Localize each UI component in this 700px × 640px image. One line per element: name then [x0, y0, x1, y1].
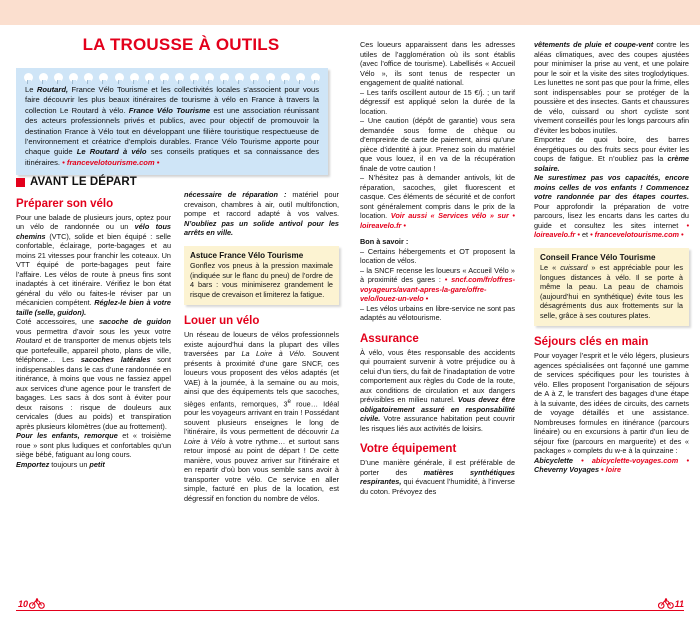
- text-run: sont indispensables dans le cas d’une randonnée en itinérance, à moins que vous ne fassiez appel aux services d’une agence pour le transfert de bagages. Les sacs à dos sont à éviter pour deux raisons : risque de douleurs aux cervicales (dues au poids) et transpiration après plusieurs kilomètres (due au frottement).: [16, 355, 171, 431]
- ring-icon: [54, 73, 63, 82]
- text-run: Votre assurance habitation peut couvrir les risques liés aux activités de loisirs.: [360, 414, 515, 433]
- folio-right: [658, 598, 684, 609]
- text-run: contre les aléas climatiques, avec des coupes ajustées pour minimiser la prise au vent, et une polaire pour le soir et la visite des sites troglodytiques. Les lunettes ne sont pas que pour la frime, elles sont indispensables pour se protéger de la poussière et des insectes. Gants et chaussures de vélo, cuissard ou short cycliste sont vivement conseillés pour les longs parcours afin d’éviter les bobos inutiles.: [534, 40, 689, 135]
- text-column-4: [534, 40, 689, 475]
- text-run: . Souvent présents à proximité d’une gare SNCF, ces loueurs vous proposent des vélos adaptés (et VAE) à la journée, à la semaine ou au mois, ainsi que des équipements tels que sacoches, sièges enfants, remorques, 3: [184, 349, 339, 408]
- intro-website-link[interactable]: • francevelotourisme.com •: [62, 157, 160, 167]
- tip-box-title: Astuce France Vélo Tourisme: [190, 250, 304, 260]
- emphasis-reglage: Réglez-le bien à votre taille (selle, guidon).: [16, 298, 171, 317]
- text-column-3: [360, 40, 515, 496]
- text-run: À vélo, vous êtes responsable des accidents qui pourraient survenir à votre préjudice ou à celui d’un tiers, du fait de l’inadaptation de votre comportement aux règles du Code de la route, aux conditions de circulation et aux dangers prévisibles en milieu naturel.: [360, 347, 515, 404]
- emphasis-sacoches-laterales: sacoches latérales: [80, 355, 151, 364]
- paragraph-equipement-3: [534, 173, 689, 240]
- footer-rule: [16, 610, 684, 611]
- ring-icon: [311, 73, 320, 82]
- emphasis-petit: petit: [89, 459, 105, 469]
- ring-icon: [160, 73, 169, 82]
- emphasis-antivol: N’oubliez pas un solide antivol pour les arrêts en ville.: [184, 218, 339, 237]
- text-run: vous permettra d’avoir sous les yeux votre: [16, 326, 171, 336]
- text-run: – N’hésitez pas à demander antivols, kit de réparation, sacoches, gilet fluorescent et casque. Ces éléments de sécurité et de confort sont généralement compris dans le prix de la location.: [360, 173, 515, 220]
- text-run: D’une manière générale, il est préférable de porter des: [360, 458, 515, 477]
- intro-text-1: Le: [25, 85, 37, 94]
- page-number-right: 11: [674, 599, 684, 609]
- text-run: et: [579, 230, 591, 239]
- intro-paragraph: [25, 85, 319, 168]
- bicycle-icon: [29, 598, 45, 609]
- emphasis-cuissard: cuissard: [560, 263, 588, 272]
- text-run: roue… Idéal pour les voyageurs arrivant en train ! Possédant souvent plusieurs enseignes le long de l’itinéraire, ils vous permettent de découvrir: [184, 398, 340, 437]
- text-run: – la SNCF recense les loueurs « Accueil Vélo » à proximité des gares :: [360, 265, 515, 284]
- text-run: Le «: [540, 263, 561, 272]
- ring-icon: [175, 73, 184, 82]
- superscript-e: e: [287, 397, 291, 405]
- bullet-louer-1: – Les tarifs oscillent autour de 15 €/j. ; un tarif dégressif est appliqué selon la durée de la location.: [360, 87, 515, 116]
- ring-icon: [84, 73, 93, 82]
- agency-abicyclette: Abicyclette: [534, 455, 573, 465]
- text-run: Un réseau de loueurs de vélos professionnels existe aujourd’hui dans la plupart des villes traversées par: [184, 330, 339, 358]
- bullet-savoir-2: [360, 266, 515, 304]
- intro-text-4: ses conseils pratiques et sa connaissance des itinéraires.: [25, 147, 320, 167]
- text-column-2: [184, 190, 339, 503]
- red-square-icon: [16, 178, 25, 187]
- text-run: qui évacuent l’humidité, à l’inverse du coton. Prévoyez des: [360, 477, 515, 496]
- loireavelo-link[interactable]: • loireavelo.fr •: [534, 220, 689, 239]
- ring-icon: [296, 73, 305, 82]
- ring-icon: [69, 73, 78, 82]
- text-run: matériel pour crevaison, chambres à air, outil multifonction, pompe et raccord adapté à vos valves.: [184, 190, 339, 218]
- section-heading-louer: Louer un vélo: [184, 315, 260, 327]
- paragraph-equipement-1: [360, 458, 515, 496]
- ring-icon: [220, 73, 229, 82]
- bullet-louer-2: – Une caution (dépôt de garantie) vous sera demandée sous forme de chèque ou d’empreinte de carte de paiement, ainsi qu’une pièce d’identité à jour. Prenez soin du matériel que vous louez, il en va de la récupération finale de votre caution !: [360, 116, 515, 173]
- intro-notepad-box: [16, 68, 328, 175]
- paragraph-louer-1: [184, 330, 339, 503]
- ring-icon: [130, 73, 139, 82]
- emphasis-routard: Routard: [16, 336, 42, 345]
- department-label: AVANT LE DÉPART: [30, 176, 137, 188]
- text-run: (VTC), solide et bien équipé : selle confortable, éclairage, porte-bagages et au moins 21 vitesses pour franchir les coteaux. Un VTT équipé de porte-bagages peut faire l’affaire. Les vélos de route à pneus fins sont inadaptés à cet itinéraire. Vérifiez le bon état général du vélo ou faites-le réviser par un mécanicien compétent.: [16, 231, 171, 307]
- cheverny-link[interactable]: • loire: [599, 465, 622, 474]
- emphasis-responsabilite-civile: Vous devez être obligatoirement assuré en responsabilité civile.: [360, 395, 516, 423]
- ring-icon: [250, 73, 259, 82]
- top-color-band: [0, 0, 700, 25]
- emphasis-vtc: vélo tous chemins: [16, 222, 171, 241]
- agency-cheverny: Cheverny Voyages: [534, 465, 600, 474]
- abicyclette-link[interactable]: • abicyclette-voyages.com •: [572, 455, 689, 465]
- emphasis-emportez: Emportez: [16, 459, 50, 469]
- francevelotourisme-link[interactable]: • francevelotourisme.com •: [590, 230, 684, 239]
- subheading-bon-a-savoir: Bon à savoir :: [360, 237, 409, 246]
- intro-guide-name: Le Routard à vélo: [76, 147, 147, 157]
- bicycle-icon: [658, 598, 674, 609]
- text-run: et « troisième roue » sont plus ludiques et confortables qu’un siège bébé, fatiguant au long cours.: [16, 431, 171, 459]
- text-run: toujours un: [49, 459, 90, 469]
- paragraph-preparer-1: [16, 213, 171, 318]
- ring-icon: [115, 73, 124, 82]
- text-run: Pour une balade de plusieurs jours, optez pour un vélo de randonnée ou un: [16, 212, 171, 231]
- section-heading-sejours: Séjours clés en main: [534, 336, 649, 348]
- section-heading-equipement: Votre équipement: [360, 443, 457, 455]
- text-column-1: [16, 178, 171, 469]
- text-run: Emportez de quoi boire, des barres énergétiques ou des fruits secs pour éviter les coups de fatigue. Et n’oubliez pas la: [534, 135, 689, 163]
- ring-icon: [281, 73, 290, 82]
- paragraph-preparer-3: [16, 431, 171, 460]
- emphasis-matieres-synthetiques: matières synthétiques respirantes,: [360, 467, 515, 486]
- tip-box-conseil: [534, 248, 689, 327]
- emphasis-sacoche-guidon: sacoche de guidon: [99, 317, 171, 326]
- sncf-link[interactable]: • sncf.com/fr/offres-voyageurs/avant-apres-la-gare/offre-velo/louez-un-velo •: [360, 275, 516, 303]
- intro-text-3: est une association réunissant des acteurs professionnels privés et publics, avec pour objectif de promouvoir la destination France à Vélo tout en développant une filière touristique respectueuse de l’environnement et créatrice d’emplois durables. France Vélo Tourisme apporte pour chaque guide: [25, 105, 319, 157]
- paragraph-assurance: [360, 348, 515, 434]
- ring-icon: [190, 73, 199, 82]
- department-heading: [16, 178, 171, 188]
- emphasis-necessaire-reparation: nécessaire de réparation :: [184, 190, 287, 199]
- bullet-savoir-1: – Certains hébergements et OT proposent la location de vélos.: [360, 246, 515, 265]
- paragraph-preparer-2: [16, 317, 171, 431]
- emphasis-loire-a-velo-2: La Loire à Vélo: [184, 427, 339, 446]
- text-run: Coté accessoires, une: [16, 317, 100, 326]
- page-number-left: 10: [18, 599, 29, 609]
- text-run: et de transporter de menus objets tels que portefeuille, appareil photo, plans de ville, téléphone… Les: [16, 336, 171, 364]
- paragraph-louer-2: Ces loueurs apparaissent dans les adresses utiles de l’agglomération où ils sont établis (avec l’office de tourisme). Labellisés « Accueil Vélo », ils sont tenus de respecter un engagement de qualité national.: [360, 40, 515, 87]
- ring-icon: [145, 73, 154, 82]
- emphasis-loire-a-velo: La Loire à Vélo: [241, 349, 304, 358]
- ring-icon: [39, 73, 48, 82]
- page-title: LA TROUSSE À OUTILS: [82, 35, 280, 54]
- intro-text-2: France Vélo Tourisme et les collectivités locales s’associent pour vous faire découvrir les plus beaux itinéraires de tourisme à vélo en France à travers la collection Le Routard à vélo.: [25, 85, 319, 115]
- section-heading-assurance: Assurance: [360, 332, 419, 345]
- text-run: Pour approfondir la préparation de votre parcours, lisez les encarts dans les cartes du guide et consultez les sites internet: [534, 201, 689, 230]
- spiral-rings: [24, 73, 320, 85]
- intro-routard-name: Routard,: [36, 85, 69, 94]
- tip-box-title: Conseil France Vélo Tourisme: [540, 252, 656, 262]
- paragraph-equipement-2: [534, 135, 689, 173]
- bullet-savoir-3: – Les vélos urbains en libre-service ne sont pas adaptés au vélotourisme.: [360, 303, 515, 322]
- paragraph-sejours-1: Pour voyager l’esprit et le vélo légers, plusieurs agences spécialisées ont façonné une gamme de services spécifiques pour les touristes à vélo. Elles proposent l’organisation de séjours de A à Z, le transfert des bagages d’une étape à la suivante, des idées de circuits, des carnets de voyage détaillés et une assistance. Nombreuses formules en itinérance (parcours linéaire) ou en excursions à partir d’un lieu de séjour fixe (parcours en marguerite) et des « packages » complets du w-e à la quinzaine :: [534, 351, 689, 455]
- text-run: » est appréciable pour les longues distances à vélo. Il se porte à même la peau. La peau de chamois (aujourd’hui en synthétique) évite tous les désagréments dus aux frottements sur la selle, grâce à ses coutures plates.: [540, 263, 683, 320]
- section-heading-preparer: Préparer son vélo: [16, 197, 114, 210]
- paragraph-equipement-1-cont: [534, 40, 689, 135]
- intro-fvt-name: France Vélo Tourisme: [128, 105, 211, 115]
- emphasis-creme-solaire: crème solaire.: [534, 154, 689, 173]
- ring-icon: [99, 73, 108, 82]
- paragraph-sejours-2: [534, 456, 689, 475]
- emphasis-enfants: Pour les enfants, remorque: [16, 431, 118, 440]
- tip-box-body: Gonflez vos pneus à la pression maximale (indiquée sur le flanc du pneu) de l’ordre de 4 bars : vous minimiserez grandement le risque de crevaison et limiterez la fatigue.: [190, 261, 333, 299]
- emphasis-vetements-pluie: vêtements de pluie et coupe-vent: [534, 40, 654, 49]
- folio-left: [18, 598, 45, 609]
- bullet-louer-3: [360, 173, 515, 230]
- text-run: à votre rythme… et surtout sans retour imposé au point de départ ! De cette manière, vous pouvez arriver sur l’itinéraire et en repartir d’où bon vous semble sans avoir à transporter votre vélo. Ce service en aller simple, facturé en plus de la location, est dégressif en fonction du nombre de vélos.: [184, 436, 339, 503]
- ring-icon: [24, 73, 33, 82]
- services-velo-link[interactable]: Voir aussi « Services vélo » sur • loireavelo.fr •: [360, 211, 515, 230]
- paragraph-preparer-4: [16, 460, 171, 470]
- emphasis-surestimez: Ne surestimez pas vos capacités, encore moins celles de vos enfants ! Commencez votre randonnée par des étapes courtes.: [534, 173, 689, 201]
- ring-icon: [266, 73, 275, 82]
- tip-box-astuce: [184, 246, 339, 306]
- paragraph-preparer-4-cont: [184, 190, 339, 238]
- ring-icon: [205, 73, 214, 82]
- ring-icon: [235, 73, 244, 82]
